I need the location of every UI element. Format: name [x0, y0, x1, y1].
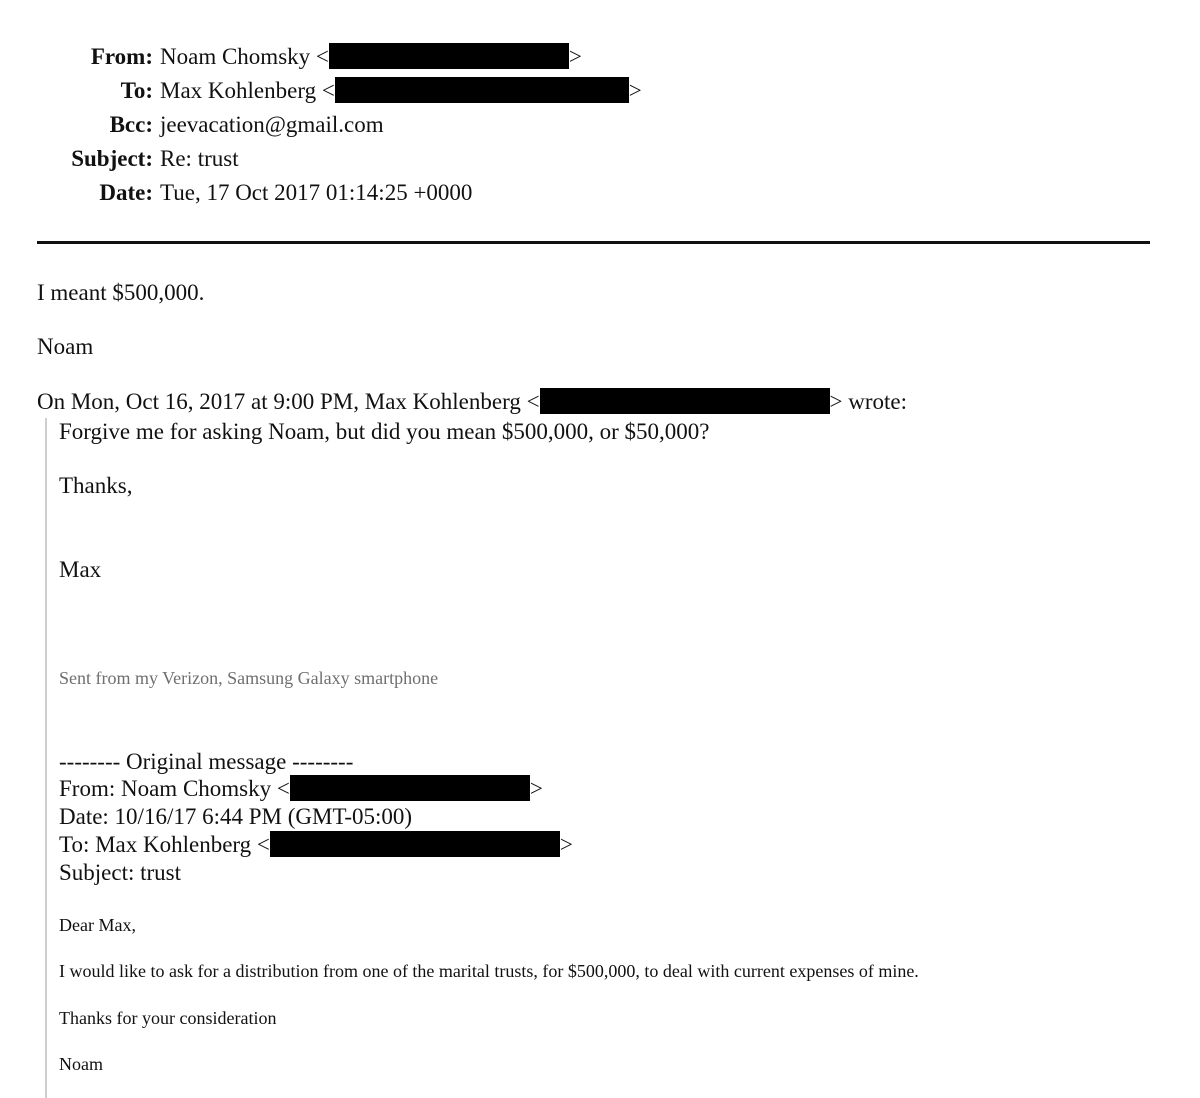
date-label: Date: [99, 180, 153, 205]
attribution-suffix: > wrote: [829, 389, 908, 414]
from-value [160, 43, 582, 71]
bcc-label: Bcc: [109, 112, 153, 137]
redacted-email [540, 388, 830, 414]
from-close: > [568, 44, 582, 69]
quoted-thanks: Thanks, [59, 473, 133, 498]
from-label: From: [90, 44, 153, 69]
subject-label: Subject: [71, 146, 153, 171]
quoted-question: Forgive me for asking Noam, but did you mean $500,000, or $50,000? [59, 419, 710, 444]
from-name: Noam Chomsky < [160, 44, 329, 69]
original-from-prefix: From: Noam Chomsky < [59, 776, 290, 801]
to-close: > [628, 78, 642, 103]
device-signature: Sent from my Verizon, Samsung Galaxy smartphone [59, 668, 439, 688]
redacted-email [290, 775, 530, 801]
reply-body: I meant $500,000. [37, 280, 205, 305]
original-from [59, 775, 543, 803]
quote-attribution [37, 388, 907, 416]
redacted-email [329, 43, 569, 69]
attribution-prefix: On Mon, Oct 16, 2017 at 9:00 PM, Max Kohlenberg < [37, 389, 540, 414]
original-greeting: Dear Max, [59, 915, 136, 935]
bcc-value: jeevacation@gmail.com [160, 112, 384, 137]
original-subject: Subject: trust [59, 860, 182, 885]
original-to-prefix: To: Max Kohlenberg < [59, 832, 270, 857]
to-name: Max Kohlenberg < [160, 78, 335, 103]
original-thanks: Thanks for your consideration [59, 1008, 277, 1028]
quoted-name: Max [59, 557, 102, 582]
reply-signoff: Noam [37, 334, 94, 359]
original-divider: -------- Original message -------- [59, 749, 354, 774]
to-value [160, 77, 642, 105]
original-date: Date: 10/16/17 6:44 PM (GMT-05:00) [59, 804, 413, 829]
original-to-close: > [559, 832, 573, 857]
original-from-close: > [529, 776, 543, 801]
original-to [59, 831, 573, 859]
original-request: I would like to ask for a distribution from one of the marital trusts, for $500,000, to deal with current expenses of mine. [59, 961, 919, 981]
redacted-email [270, 831, 560, 857]
to-label: To: [120, 78, 153, 103]
original-signoff: Noam [59, 1054, 103, 1074]
redacted-email [335, 77, 629, 103]
date-value: Tue, 17 Oct 2017 01:14:25 +0000 [160, 180, 473, 205]
header-divider [37, 241, 1150, 244]
subject-value: Re: trust [160, 146, 239, 171]
quote-bar [45, 418, 47, 1098]
